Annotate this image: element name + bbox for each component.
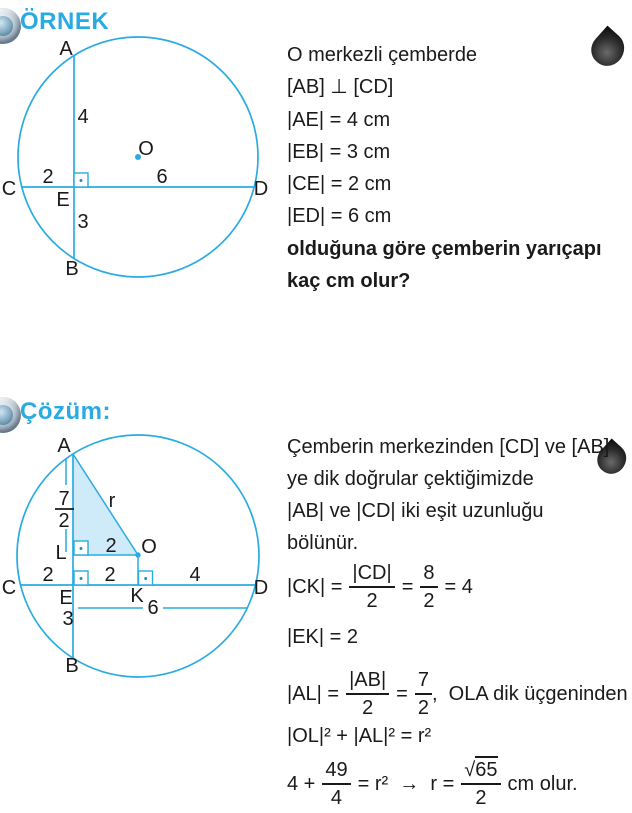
problem-line: |AE| = 4 cm (287, 108, 391, 131)
example-heading: ÖRNEK (20, 8, 110, 35)
fraction-denominator: 2 (58, 510, 70, 532)
solution-line: ye dik doğrular çektiğimizde (287, 468, 534, 490)
equation-text: |CK| = (287, 576, 343, 598)
fraction: $\frac{|CD|}{2}$ (349, 562, 394, 612)
fraction: $\frac{|AB|}{2}$ (346, 669, 389, 719)
fraction: $\frac{8}{2}$ (420, 562, 437, 612)
radical-sign: √ (464, 759, 476, 781)
length-label-EB: 3 (62, 608, 74, 630)
solution-circle-diagram (0, 428, 285, 690)
point-label-C: C (1, 178, 17, 200)
right-angle-dot (144, 577, 147, 580)
right-angle-dot (80, 577, 83, 580)
equation-ek: |EK| = 2 (287, 626, 358, 648)
length-label-CE: 2 (42, 166, 54, 188)
length-label-EK: 2 (104, 564, 116, 586)
equation-text: = (396, 683, 408, 705)
solution-heading: Çözüm: (20, 398, 111, 425)
equation-pythagoras: |OL|² + |AL|² = r² (287, 725, 432, 747)
fraction-sqrt: $\frac{√65}{2}$ (461, 759, 500, 809)
problem-statement (287, 39, 612, 297)
equation-al (287, 668, 628, 720)
solution-line: Çemberin merkezinden [CD] ve [AB] (287, 436, 610, 458)
length-label-CE: 2 (42, 564, 54, 586)
point-label-O: O (141, 536, 157, 558)
length-label-AE: 4 (77, 106, 89, 128)
equation-text: = r² → r = (357, 773, 455, 795)
problem-line: |EB| = 3 cm (287, 140, 391, 163)
equation-text: 4 + (287, 773, 316, 795)
question-line: kaç cm olur? (287, 270, 411, 293)
point-label-E: E (59, 587, 73, 609)
length-label-ED: 6 (156, 166, 168, 188)
equation-text: = (401, 576, 414, 598)
point-label-L: L (55, 542, 67, 564)
length-label-LO: 2 (105, 535, 117, 557)
solution-line: |AB| ve |CD| iki eşit uzunluğu bölünür. (287, 500, 544, 554)
point-label-A: A (59, 38, 73, 60)
example-circle-diagram (0, 30, 285, 295)
point-label-A: A (57, 435, 71, 457)
point-label-C: C (1, 577, 17, 599)
equation-text: = 4 (444, 576, 473, 598)
problem-line: O merkezli çemberde (287, 44, 478, 66)
equation-ck (287, 561, 617, 613)
point-label-D: D (253, 178, 269, 200)
point-label-D: D (253, 577, 269, 599)
equation-text: |AL| = (287, 683, 340, 705)
problem-line: |ED| = 6 cm (287, 205, 392, 228)
length-label-KD: 4 (189, 564, 201, 586)
point-label-O: O (138, 138, 154, 160)
length-label-EB: 3 (77, 211, 89, 233)
point-label-E: E (56, 189, 70, 211)
fraction: $\frac{7}{2}$ (415, 669, 432, 719)
point-label-B: B (65, 258, 79, 280)
equation-text: , OLA dik üçgeninden (431, 683, 628, 705)
problem-line: |CE| = 2 cm (287, 173, 392, 196)
right-angle-dot (80, 179, 83, 182)
solution-body (287, 431, 628, 813)
fraction: $\frac{49}{4}$ (322, 759, 350, 809)
point-label-K: K (130, 585, 144, 607)
question-line: olduğuna göre çemberin yarıçapı (287, 237, 602, 260)
radius-label-r: r (108, 490, 116, 512)
right-angle-dot (80, 547, 83, 550)
point-label-B: B (65, 655, 79, 677)
fraction-numerator: 7 (58, 488, 70, 510)
equation-text: cm olur. (507, 773, 578, 795)
equation-final (287, 755, 617, 813)
problem-line: [AB] ⊥ [CD] (287, 76, 394, 99)
center-point (135, 552, 140, 557)
length-label-ED: 6 (147, 597, 159, 619)
